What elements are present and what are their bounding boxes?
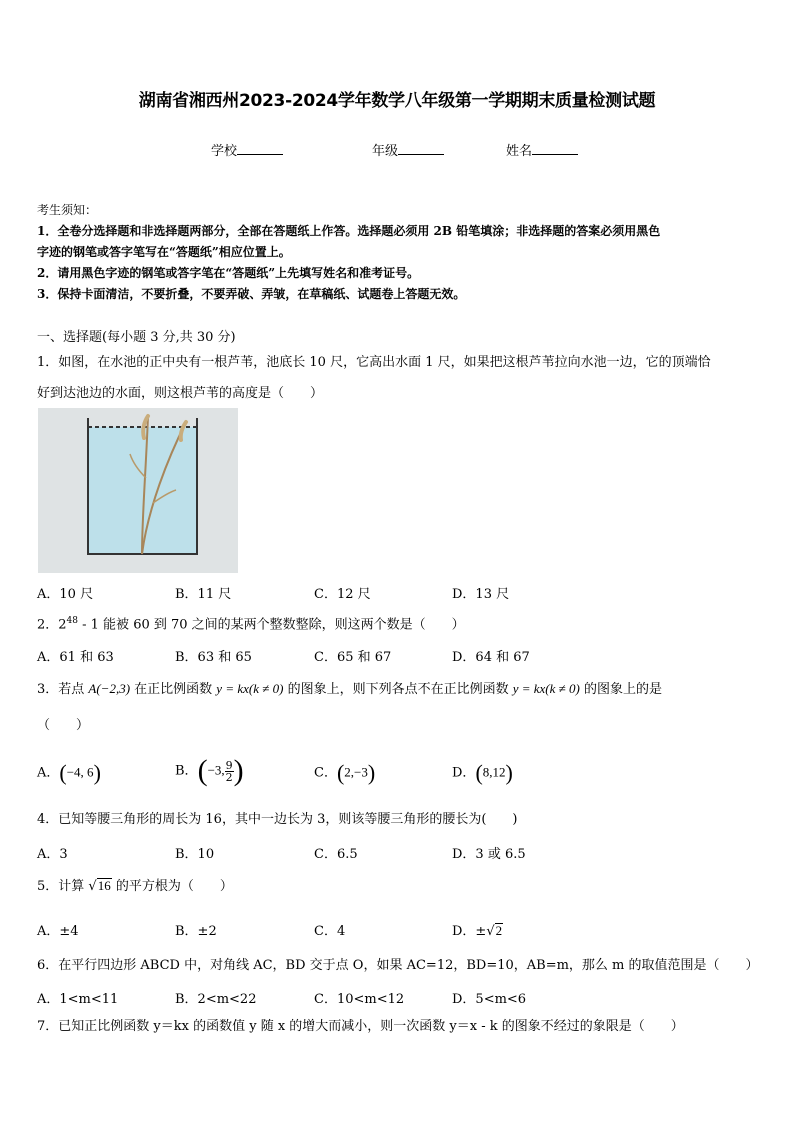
q3-text-3: 的图象上，则下列各点不在正比例函数 bbox=[283, 682, 513, 697]
notes-heading: 考生须知： bbox=[37, 203, 98, 217]
q3-function: y = kx(k ≠ 0) bbox=[216, 681, 284, 696]
q1-option-b: B．11 尺 bbox=[175, 587, 232, 602]
option-value: −3, bbox=[207, 762, 225, 778]
q3-text-4: 的图象上的是 bbox=[579, 682, 663, 697]
q3-option-c: C．(2,−3) bbox=[314, 760, 376, 785]
q2-exponent: 48 bbox=[66, 616, 78, 626]
school-blank bbox=[237, 142, 283, 155]
q5-text-2: 的平方根为（ ） bbox=[111, 879, 233, 894]
notes-item: 3．保持卡面清洁，不要折叠，不要弄破、弄皱，在草稿纸、试题卷上答题无效。 bbox=[37, 287, 466, 301]
q3-point-a: A(−2,3) bbox=[88, 681, 131, 696]
candidate-notes bbox=[37, 200, 757, 305]
option-value: 8,12 bbox=[482, 764, 506, 780]
q5-option-c: C．4 bbox=[314, 924, 346, 939]
q1-line1: 1．如图，在水池的正中央有一根芦苇，池底长 10 尺，它高出水面 1 尺，如果把这根芦苇拉向水池一边，它的顶端恰 bbox=[37, 355, 711, 370]
q5-text-1: 5．计算 bbox=[37, 879, 89, 894]
q1-option-d: D．13 尺 bbox=[452, 587, 510, 602]
q3-text-2: 在正比例函数 bbox=[130, 682, 217, 697]
q3-text-1: 3．若点 bbox=[37, 682, 89, 697]
option-label: B． bbox=[175, 763, 198, 779]
question-6: 6．在平行四边形 ABCD 中，对角线 AC，BD 交于点 O，如果 AC=12，BD=10，AB=m，那么 m 的取值范围是（ ） bbox=[37, 958, 759, 973]
name-label: 姓名 bbox=[506, 144, 533, 159]
q4-option-b: B．10 bbox=[175, 847, 215, 862]
notes-item: 字迹的钢笔或答字笔写在“答题纸”相应位置上。 bbox=[37, 245, 291, 259]
page-title: 湖南省湘西州2023-2024学年数学八年级第一学期期末质量检测试题 bbox=[138, 91, 656, 111]
reed-pool-diagram bbox=[38, 408, 238, 573]
q2-option-a: A．61 和 63 bbox=[37, 650, 114, 665]
grade-blank bbox=[398, 142, 444, 155]
q2-option-c: C．65 和 67 bbox=[314, 650, 392, 665]
question-4: 4．已知等腰三角形的周长为 16，其中一边长为 3，则该等腰三角形的腰长为( ) bbox=[37, 812, 518, 827]
question-3 bbox=[37, 673, 759, 705]
q4-option-a: A．3 bbox=[37, 847, 68, 862]
q2-option-b: B．63 和 65 bbox=[175, 650, 252, 665]
reed-pool-figure bbox=[38, 408, 238, 573]
school-label: 学校 bbox=[211, 144, 238, 159]
q2-prefix: 2．2 bbox=[37, 617, 67, 633]
option-value: −4, 6 bbox=[66, 764, 94, 780]
name-field bbox=[506, 140, 578, 159]
q1-line2: 好到达池边的水面，则这根芦苇的高度是（ ） bbox=[37, 386, 324, 401]
q3-option-b: B．(−3, $\frac{9}{2}$ ) bbox=[175, 754, 244, 787]
q1-option-c: C．12 尺 bbox=[314, 587, 371, 602]
q6-option-b: B．2<m<22 bbox=[175, 992, 257, 1007]
q3-option-d: D．(8,12) bbox=[452, 760, 513, 785]
section-heading: 一、选择题(每小题 3 分,共 30 分) bbox=[37, 330, 236, 345]
q5-option-b: B．±2 bbox=[175, 924, 217, 939]
q2-option-d: D．64 和 67 bbox=[452, 650, 530, 665]
q3-option-a: A．(−4, 6) bbox=[37, 760, 101, 785]
school-field bbox=[211, 140, 283, 159]
q1-option-a: A．10 尺 bbox=[37, 587, 94, 602]
q5-radicand: 16 bbox=[97, 878, 111, 893]
q4-option-d: D．3 或 6.5 bbox=[452, 847, 526, 862]
q5-option-d: D．±√2 bbox=[452, 923, 503, 939]
q2-text: - 1 能被 60 到 70 之间的某两个整数整除，则这两个数是（ ） bbox=[78, 617, 465, 633]
notes-item: 2．请用黑色字迹的钢笔或答字笔在“答题纸”上先填写姓名和准考证号。 bbox=[37, 266, 420, 280]
question-2 bbox=[37, 606, 759, 640]
option-label: A． bbox=[37, 765, 60, 781]
q6-option-c: C．10<m<12 bbox=[314, 992, 405, 1007]
q6-option-a: A．1<m<11 bbox=[37, 992, 119, 1007]
option-label: C． bbox=[314, 765, 337, 781]
q3-function-repeat: y = kx(k ≠ 0) bbox=[512, 681, 580, 696]
question-5: 5．计算 √16 的平方根为（ ） bbox=[37, 878, 233, 894]
grade-label: 年级 bbox=[372, 144, 399, 159]
option-label: D． bbox=[452, 765, 476, 781]
name-blank bbox=[532, 142, 578, 155]
q3-line2: （ ） bbox=[37, 718, 90, 733]
q4-option-c: C．6.5 bbox=[314, 847, 358, 862]
question-7: 7．已知正比例函数 y＝kx 的函数值 y 随 x 的增大而减小，则一次函数 y＝x - k 的图象不经过的象限是（ ） bbox=[37, 1019, 684, 1034]
grade-field bbox=[372, 140, 444, 159]
option-value: 2,−3 bbox=[344, 764, 368, 780]
q5-d-radicand: 2 bbox=[495, 923, 503, 938]
option-label: D．± bbox=[452, 924, 487, 939]
question-1 bbox=[37, 347, 759, 409]
q5-option-a: A．±4 bbox=[37, 924, 79, 939]
q6-option-d: D．5<m<6 bbox=[452, 992, 527, 1007]
notes-item: 1．全卷分选择题和非选择题两部分，全部在答题纸上作答。选择题必须用 2B 铅笔填涂；非选择题的答案必须用黑色 bbox=[37, 224, 661, 238]
fraction: $\frac{9}{2}$ bbox=[225, 758, 233, 784]
